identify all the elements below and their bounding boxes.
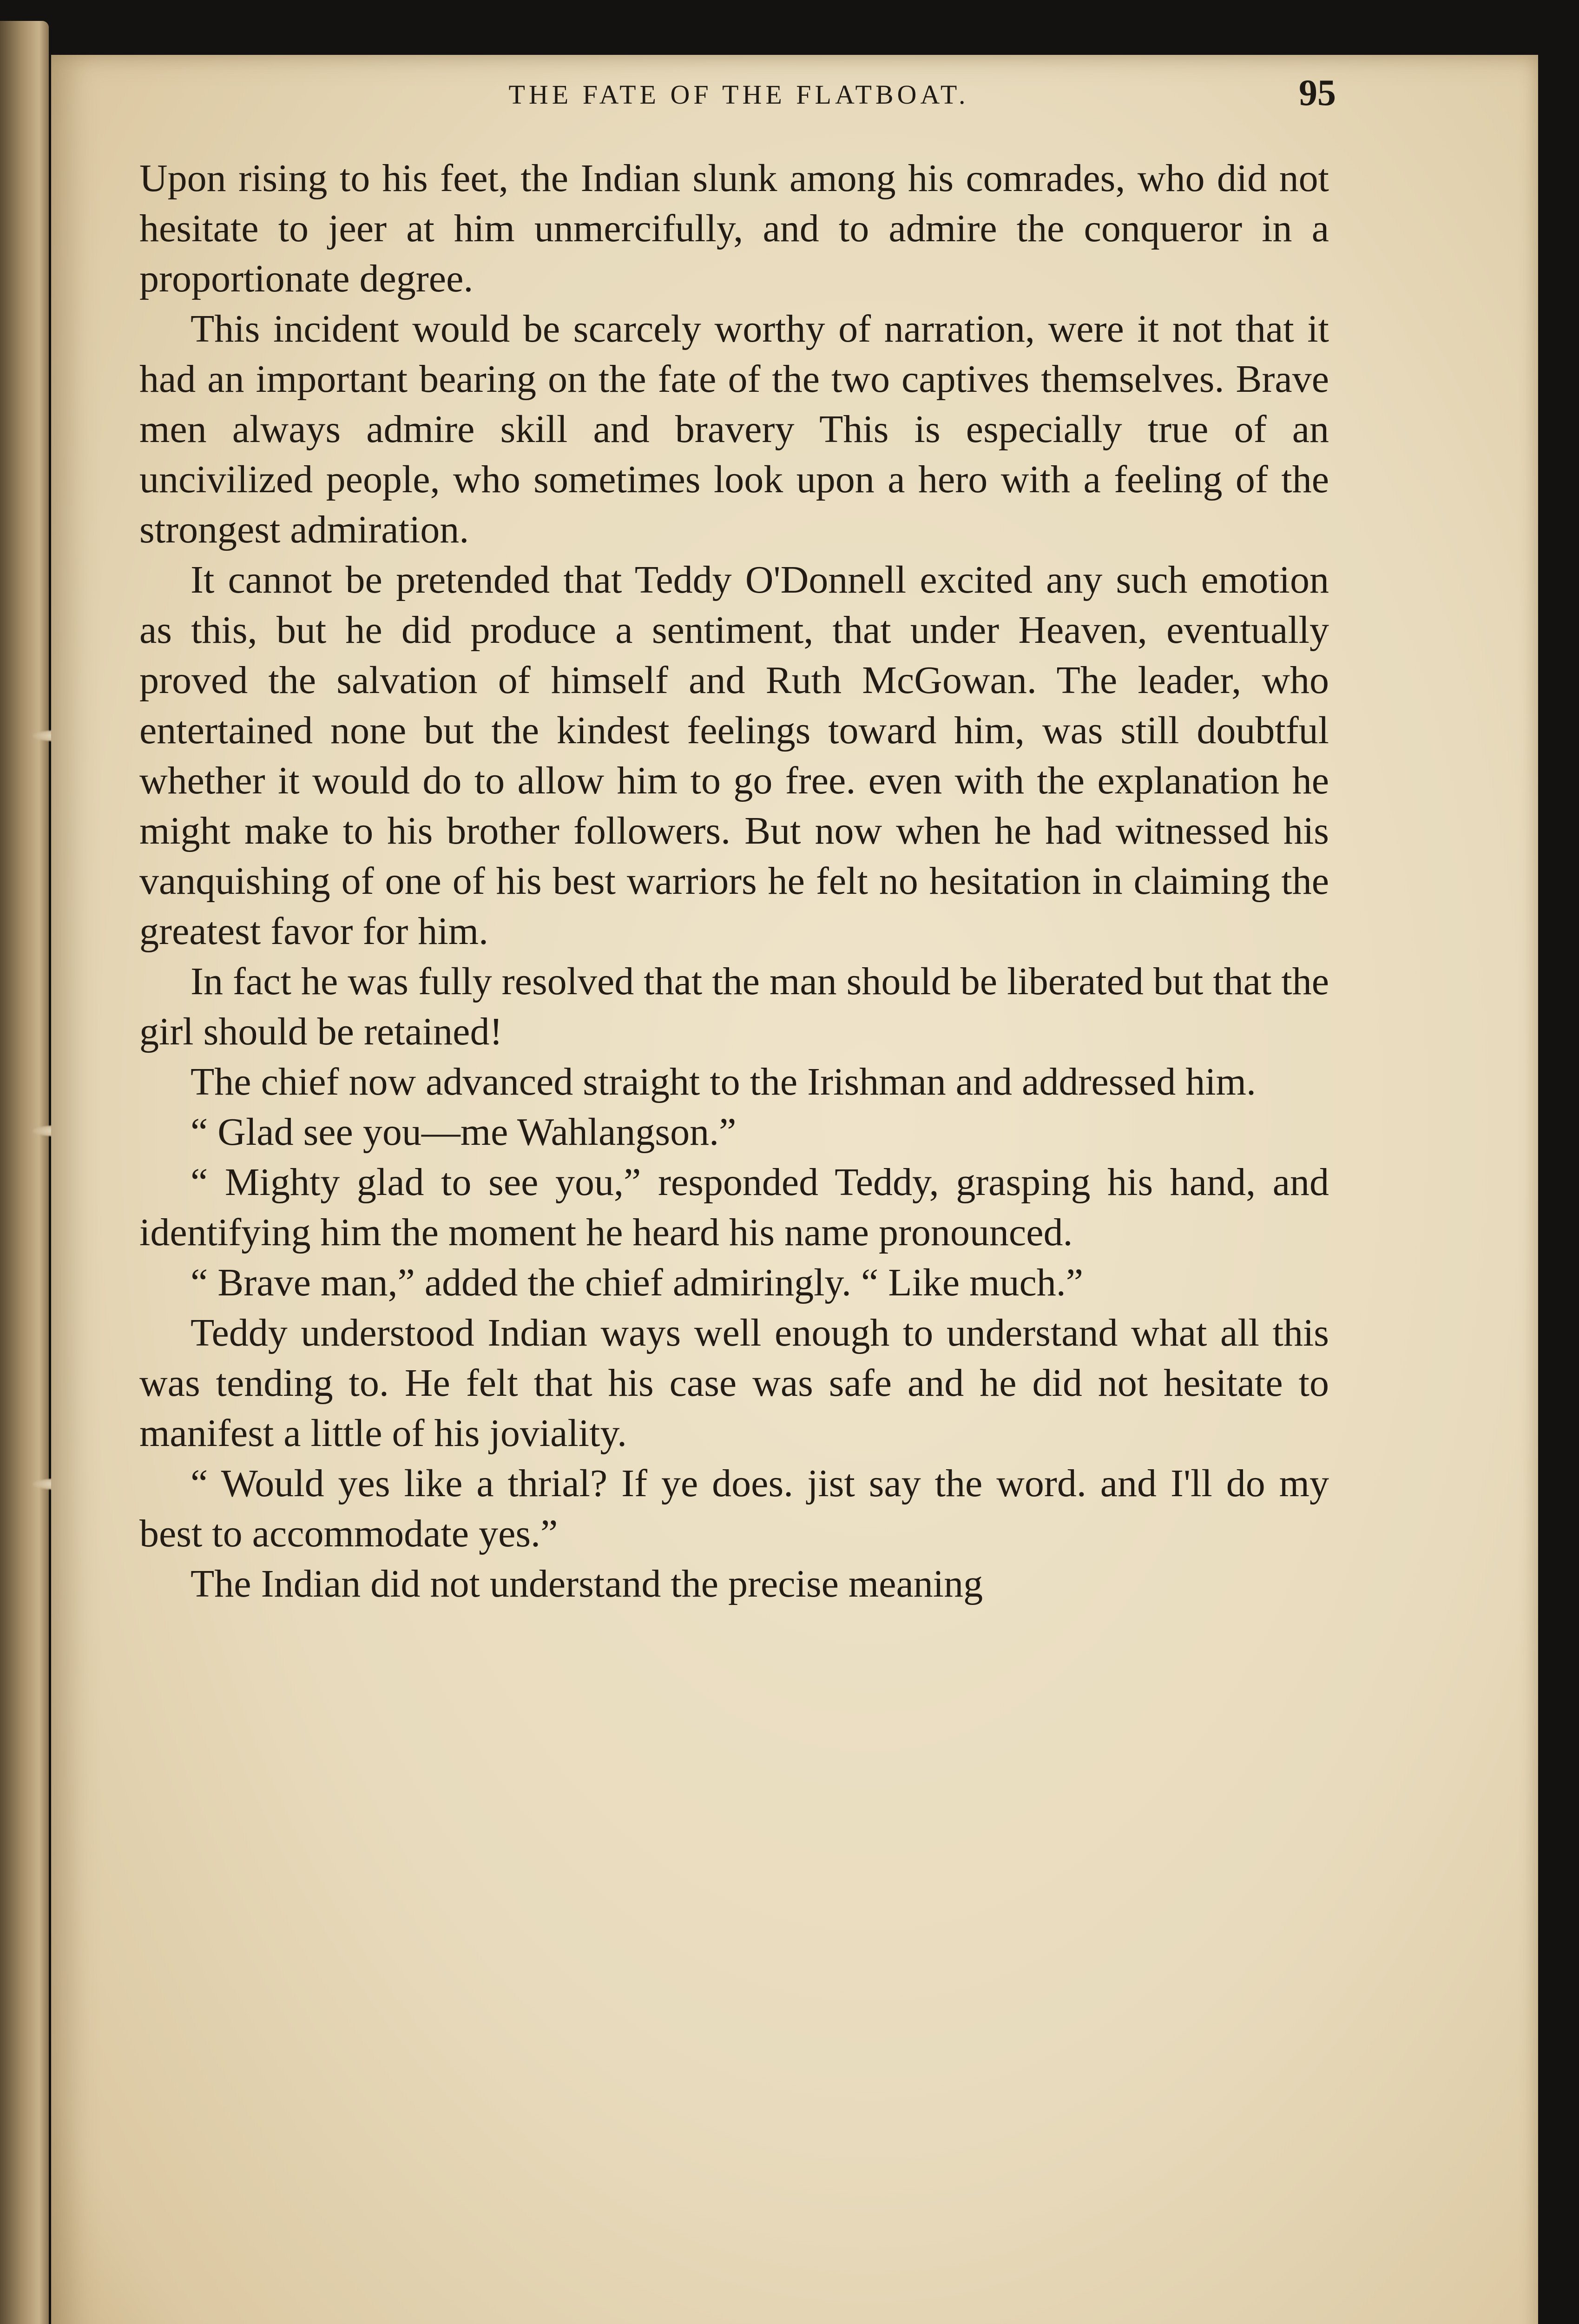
- running-head: THE FATE OF THE FLATBOAT.: [508, 79, 969, 110]
- paragraph: In fact he was fully resolved that the man should be liberated but that the girl should be retained!: [139, 960, 1329, 1053]
- paragraph: Teddy understood Indian ways well enough to understand what all this was tending to. He felt that his case was safe and he did not hesitate to manifest a little of his joviality.: [139, 1311, 1329, 1455]
- page-number: 95: [1299, 73, 1336, 113]
- paragraph: “ Glad see you—me Wahlangson.”: [191, 1110, 737, 1154]
- paragraph: The Indian did not understand the precise meaning: [191, 1562, 983, 1605]
- paragraph: “ Would yes like a thrial? If ye does. jist say the word. and I'll do my best to accommodate yes.”: [139, 1462, 1329, 1555]
- facing-page-edge: [0, 21, 49, 2324]
- paragraph: The chief now advanced straight to the Irishman and addressed him.: [191, 1060, 1256, 1103]
- paragraph: “ Mighty glad to see you,” responded Teddy, grasping his hand, and identifying him the moment he heard his name pronounced.: [139, 1161, 1329, 1254]
- paragraph: “ Brave man,” added the chief admiringly. “ Like much.”: [191, 1261, 1084, 1304]
- paragraph: It cannot be pretended that Teddy O'Donnell excited any such emotion as this, but he did produce a sentiment, that under Heaven, eventually proved the salvation of himself and Ruth McGowan. The leader, who entertained none but the kindest feelings toward him, was still doubtful whether it would do to allow him to go free. even with the explanation he might make to his brother followers. But now when he had witnessed his vanquishing of one of his best warriors he felt no hesitation in claiming the greatest favor for him.: [139, 558, 1329, 953]
- paragraph: Upon rising to his feet, the Indian slunk among his comrades, who did not hesitate to jeer at him unmercifully, and to admire the conqueror in a proportionate degree.: [139, 157, 1329, 300]
- paragraph: This incident would be scarcely worthy of narration, were it not that it had an important bearing on the fate of the two captives themselves. Brave men always admire skill and bravery This is especially true of an uncivilized people, who sometimes look upon a hero with a feeling of the strongest admiration.: [139, 307, 1329, 551]
- page-body: [139, 153, 1329, 1609]
